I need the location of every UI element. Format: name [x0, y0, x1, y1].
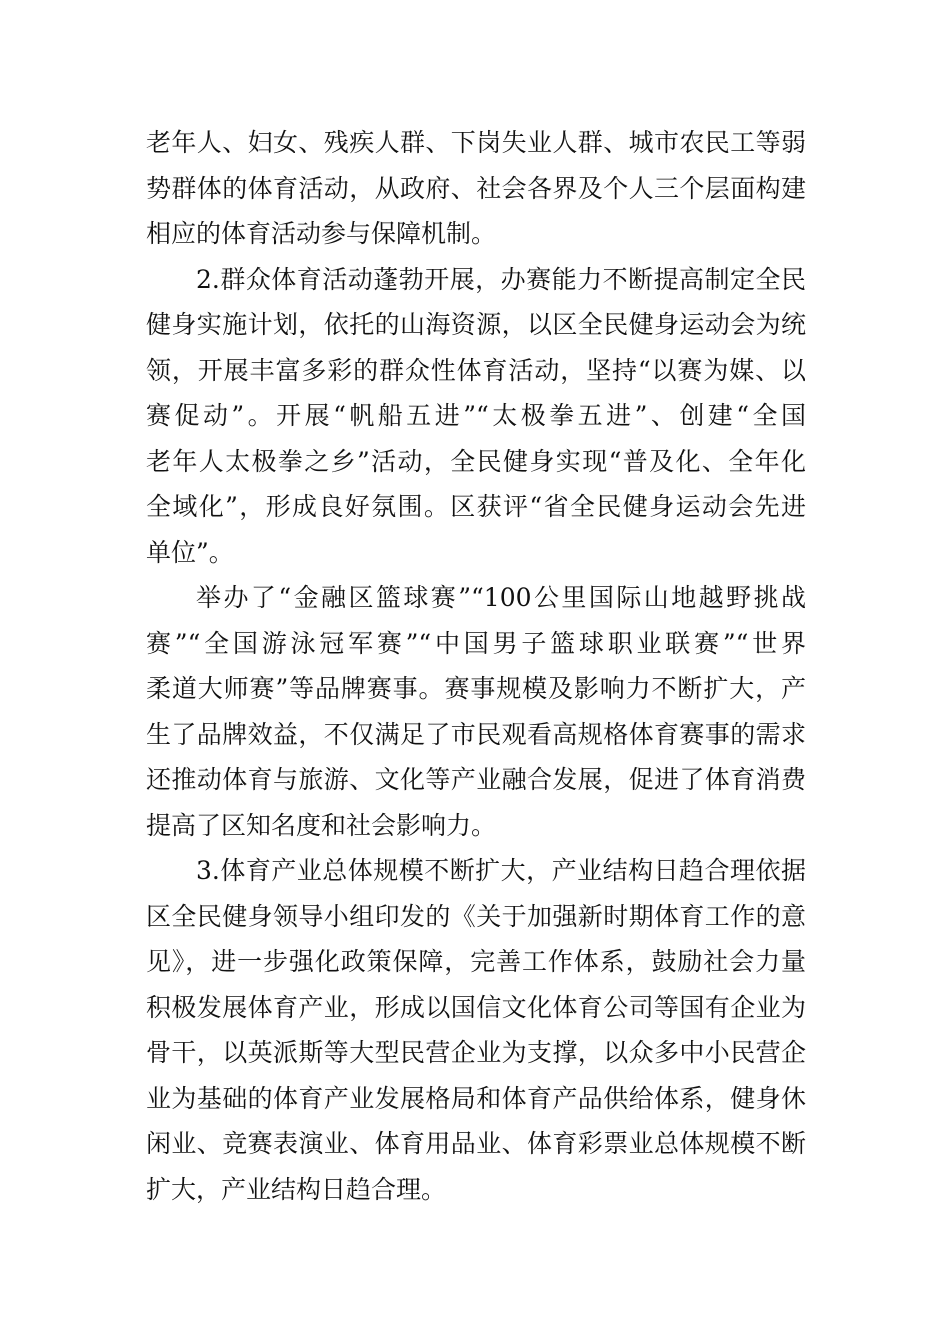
text-line: 骨干，以英派斯等大型民营企业为支撑，以众多中小民营企: [146, 1038, 806, 1067]
text-line: 赛促动”。开展“帆船五进”“太极拳五进”、创建“全国: [146, 401, 806, 430]
text-line: 老年人太极拳之乡”活动，全民健身实现“普及化、全年化: [146, 446, 806, 476]
text-line: 业为基础的体育产业发展格局和体育产品供给体系，健身休: [146, 1083, 806, 1113]
text-line: 赛”“全国游泳冠军赛”“中国男子篮球职业联赛”“世界: [146, 628, 806, 658]
text-line: 柔道大师赛”等品牌赛事。赛事规模及影响力不断扩大，产: [146, 674, 806, 703]
text-line: 举办了“金融区篮球赛”“100公里国际山地越野挑战: [196, 583, 806, 612]
text-line: 2.群众体育活动蓬勃开展，办赛能力不断提高制定全民: [196, 264, 806, 294]
text-line: 全域化”，形成良好氛围。区获评“省全民健身运动会先进: [146, 492, 806, 521]
text-line: 3.体育产业总体规模不断扩大，产业结构日趋合理依据: [196, 856, 806, 885]
text-line: 领，开展丰富多彩的群众性体育活动，坚持“以赛为媒、以: [146, 355, 806, 385]
text-line: 扩大，产业结构日趋合理。: [146, 1174, 447, 1204]
text-line: 积极发展体育产业，形成以国信文化体育公司等国有企业为: [146, 992, 806, 1022]
document-body: [146, 120, 806, 1212]
text-line: 区全民健身领导小组印发的《关于加强新时期体育工作的意: [146, 901, 806, 931]
text-line: 相应的体育活动参与保障机制。: [146, 219, 497, 248]
text-line: 老年人、妇女、残疾人群、下岗失业人群、城市农民工等弱: [146, 128, 806, 157]
text-line: 见》，进一步强化政策保障，完善工作体系，鼓励社会力量: [146, 947, 806, 976]
text-line: 势群体的体育活动，从政府、社会各界及个人三个层面构建: [146, 173, 806, 203]
text-line: 闲业、竞赛表演业、体育用品业、体育彩票业总体规模不断: [146, 1129, 806, 1158]
text-line: 生了品牌效益，不仅满足了市民观看高规格体育赛事的需求: [146, 719, 806, 749]
text-line: 健身实施计划，依托的山海资源，以区全民健身运动会为统: [146, 310, 806, 339]
text-line: 单位”。: [146, 537, 234, 567]
text-line: 提高了区知名度和社会影响力。: [146, 810, 497, 840]
text-line: 还推动体育与旅游、文化等产业融合发展，促进了体育消费: [146, 765, 806, 794]
